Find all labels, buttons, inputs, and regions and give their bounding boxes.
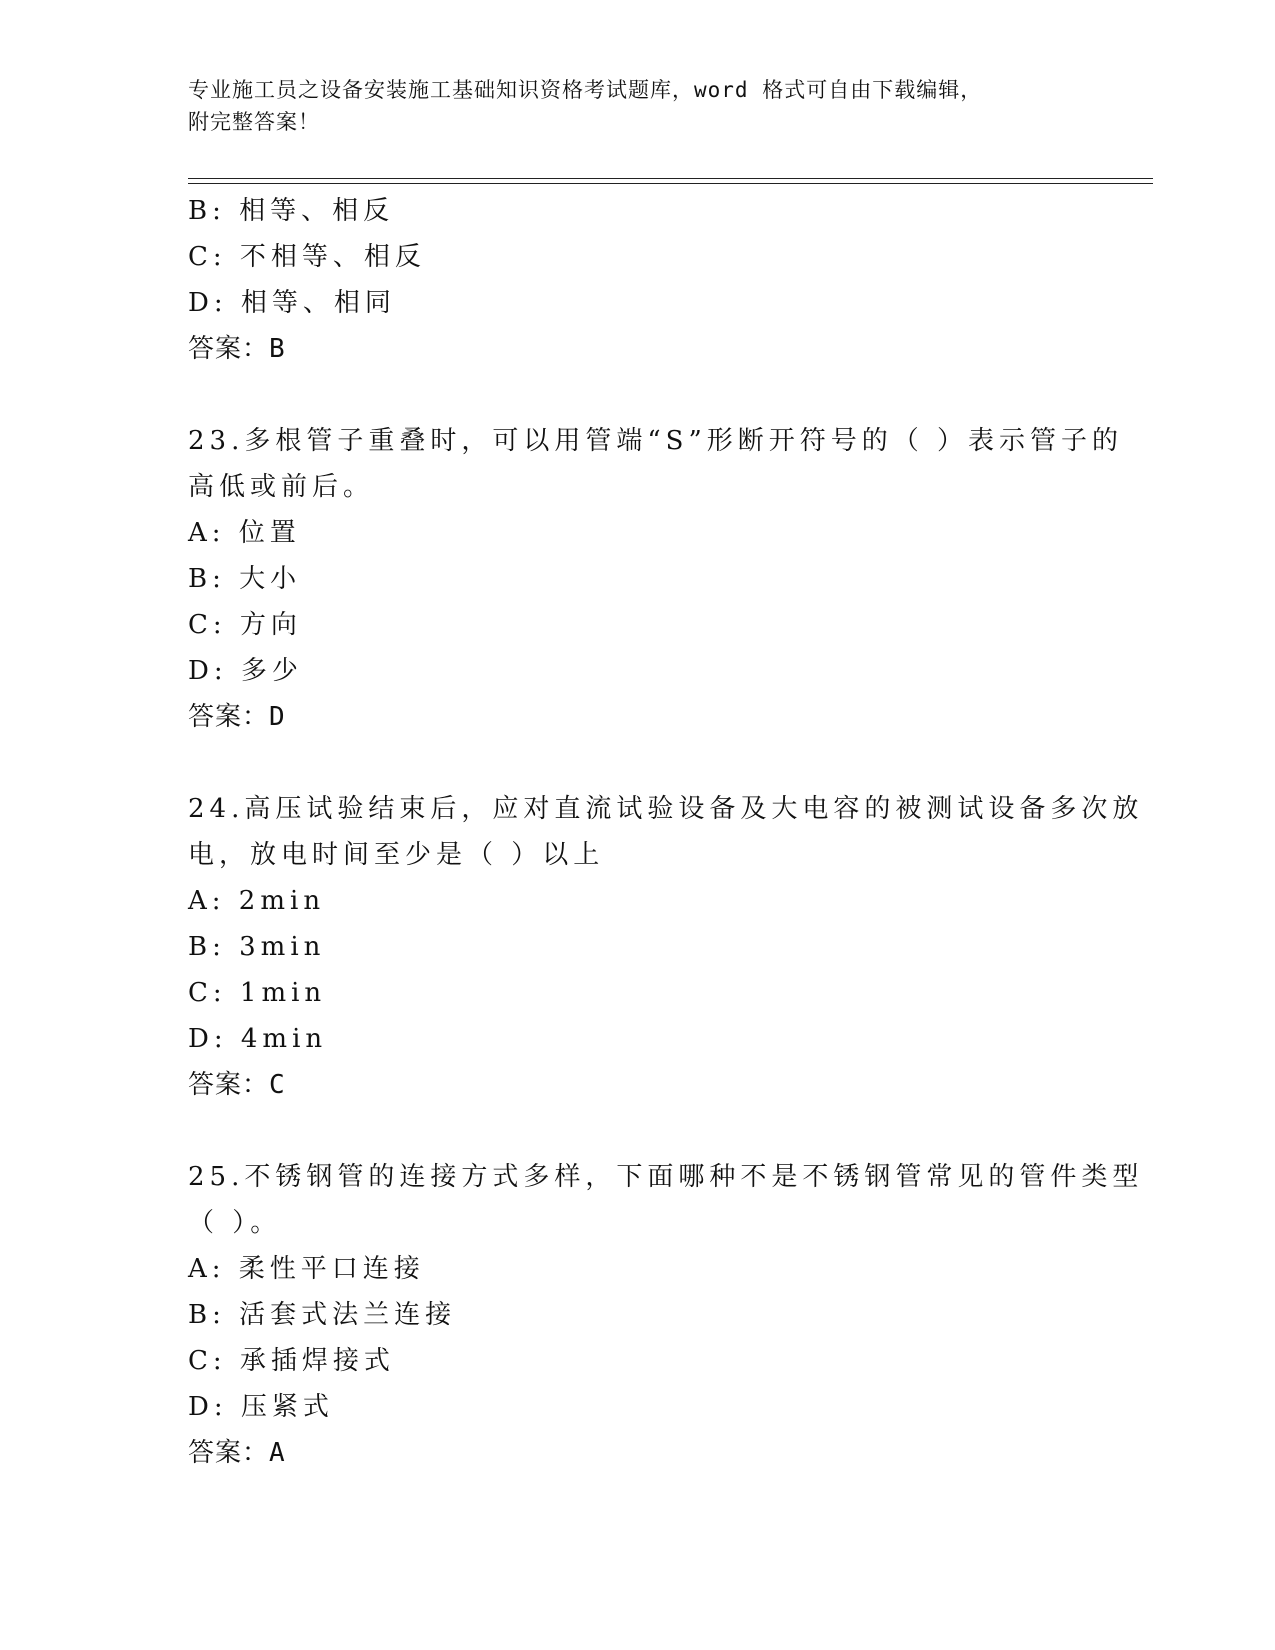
question-stem-line-1: 25.不锈钢管的连接方式多样，下面哪种不是不锈钢管常见的管件类型 [188, 1162, 1144, 1192]
answer-line: 答案：A [188, 1438, 286, 1468]
option-c: C: 不相等、相反 [188, 242, 426, 272]
option-a: A: 柔性平口连接 [188, 1254, 425, 1284]
question-stem-line-1: 23.多根管子重叠时，可以用管端“S”形断开符号的（ ）表示管子的 [188, 426, 1124, 456]
option-b: B: 大小 [188, 564, 302, 594]
document-header [188, 74, 1068, 138]
option-a: A: 2min [188, 886, 326, 916]
spacer [188, 372, 1088, 418]
question-stem-line-2: 电，放电时间至少是（ ）以上 [188, 840, 605, 870]
question-stem-line-2: 高低或前后。 [188, 472, 375, 502]
option-b: B: 活套式法兰连接 [188, 1300, 457, 1330]
option-b: B: 3min [188, 932, 326, 962]
option-d: D: 压紧式 [188, 1392, 334, 1422]
option-d: D: 多少 [188, 656, 303, 686]
option-b: B: 相等、相反 [188, 196, 395, 226]
question-23 [188, 418, 1124, 740]
question-stem-line-2: （ ）。 [188, 1208, 282, 1238]
header-divider-top [188, 178, 1153, 179]
question-24 [188, 786, 1144, 1108]
question-list [188, 188, 1144, 1476]
header-line-1: 专业施工员之设备安装施工基础知识资格考试题库，word 格式可自由下载编辑， [188, 78, 983, 102]
question-22-tail [188, 188, 1088, 372]
option-c: C: 方向 [188, 610, 302, 640]
option-d: D: 相等、相同 [188, 288, 396, 318]
option-c: C: 承插焊接式 [188, 1346, 395, 1376]
answer-line: 答案：C [188, 1070, 286, 1100]
spacer [188, 1108, 1088, 1154]
question-stem-line-1: 24.高压试验结束后，应对直流试验设备及大电容的被测试设备多次放 [188, 794, 1144, 824]
header-divider-bottom [188, 183, 1153, 184]
option-c: C: 1min [188, 978, 327, 1008]
option-a: A: 位置 [188, 518, 301, 548]
answer-line: 答案：B [188, 334, 286, 364]
question-25 [188, 1154, 1144, 1476]
option-d: D: 4min [188, 1024, 328, 1054]
answer-line: 答案：D [188, 702, 286, 732]
header-line-2: 附完整答案！ [188, 110, 320, 134]
spacer [188, 740, 1088, 786]
